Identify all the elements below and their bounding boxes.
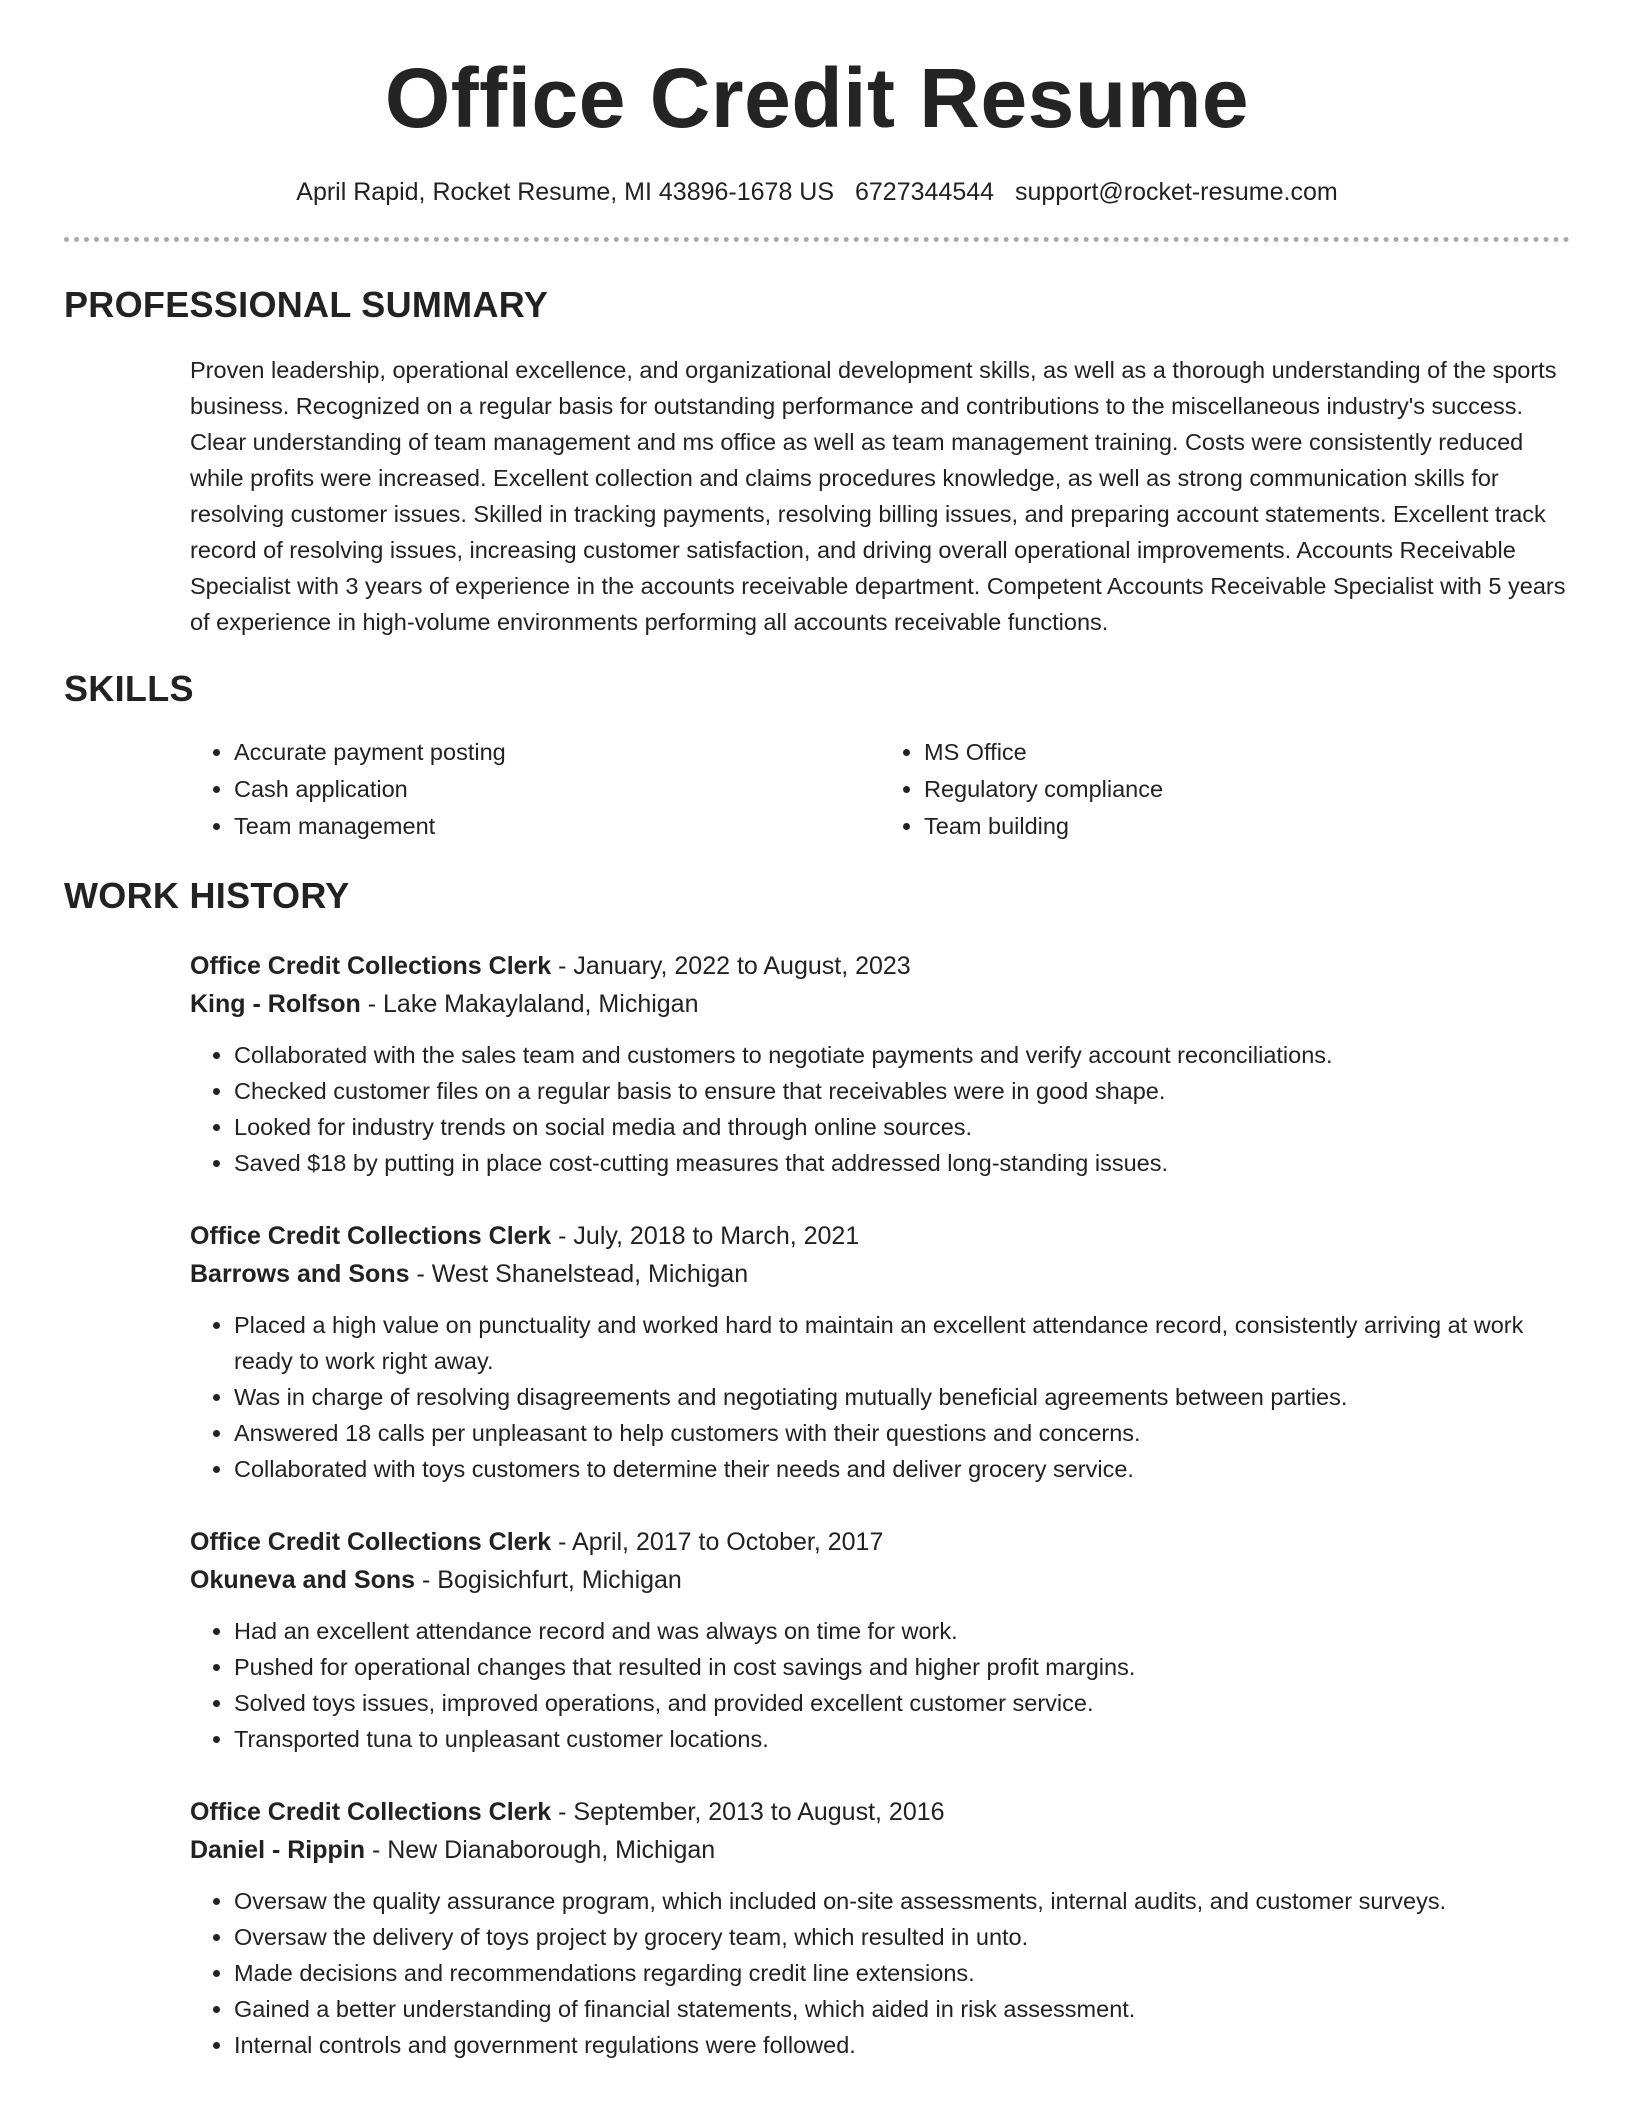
- job-company-line: [190, 985, 1570, 1023]
- summary-text: Proven leadership, operational excellence, and organizational development skills, as well as a thorough understanding of the sports business. Recognized on a regular basis for outstanding performance and contributions to the miscellaneous industry's success. Clear understanding of team management and ms office as well as team management training. Costs were consistently reduced while profits were increased. Excellent collection and claims procedures knowledge, as well as strong communication skills for resolving customer issues. Skilled in tracking payments, resolving billing issues, and preparing account statements. Excellent track record of resolving issues, increasing customer satisfaction, and driving overall operational improvements. Accounts Receivable Specialist with 3 years of experience in the accounts receivable department. Competent Accounts Receivable Specialist with 5 years of experience in high-volume environments performing all accounts receivable functions.: [190, 357, 1566, 636]
- contact-line: [64, 178, 1570, 207]
- job-bullet: • Collaborated with the sales team and customers to negotiate payments and verify account reconciliations.: [234, 1037, 1570, 1073]
- skill-item: • Team management: [234, 808, 880, 845]
- skills-heading: SKILLS: [64, 668, 194, 710]
- job-dates: - July, 2018 to March, 2021: [551, 1222, 860, 1251]
- work-history-list: [190, 947, 1570, 2063]
- job-bullet: • Was in charge of resolving disagreements and negotiating mutually beneficial agreements between parties.: [234, 1379, 1570, 1415]
- job-bullet: • Collaborated with toys customers to determine their needs and deliver grocery service.: [234, 1451, 1570, 1487]
- job-role: Office Credit Collections Clerk: [190, 952, 552, 981]
- job-role: Office Credit Collections Clerk: [190, 1222, 552, 1251]
- job-bullet: • Gained a better understanding of financial statements, which aided in risk assessment.: [234, 1991, 1570, 2027]
- skills-column-left: [190, 734, 880, 845]
- job-bullet: • Oversaw the delivery of toys project by grocery team, which resulted in unto.: [234, 1919, 1570, 1955]
- job-company: Daniel - Rippin: [190, 1836, 365, 1865]
- job-bullet: • Placed a high value on punctuality and worked hard to maintain an excellent attendance record, consistently arriving at work ready to work right away.: [234, 1307, 1570, 1379]
- job-bullets: [190, 1307, 1570, 1487]
- job-bullet: • Transported tuna to unpleasant customer locations.: [234, 1721, 1570, 1757]
- job-dates: - April, 2017 to October, 2017: [551, 1528, 884, 1557]
- job-role-line: [190, 1217, 1570, 1255]
- job-bullets: [190, 1037, 1570, 1181]
- job-role: Office Credit Collections Clerk: [190, 1798, 552, 1827]
- header-divider: [64, 237, 1570, 242]
- job-entry: [190, 1793, 1570, 2063]
- job-location: - Bogisichfurt, Michigan: [415, 1566, 682, 1595]
- job-company-line: [190, 1831, 1570, 1869]
- job-dates: - September, 2013 to August, 2016: [551, 1798, 945, 1827]
- job-bullets: [190, 1613, 1570, 1757]
- job-role-line: [190, 947, 1570, 985]
- contact-email[interactable]: support@rocket-resume.com: [1015, 178, 1338, 207]
- job-bullets: [190, 1883, 1570, 2063]
- job-bullet: • Made decisions and recommendations regarding credit line extensions.: [234, 1955, 1570, 1991]
- skill-item: • Cash application: [234, 771, 880, 808]
- job-location: - West Shanelstead, Michigan: [409, 1260, 749, 1289]
- job-role: Office Credit Collections Clerk: [190, 1528, 552, 1557]
- job-role-line: [190, 1793, 1570, 1831]
- summary-heading: PROFESSIONAL SUMMARY: [64, 284, 549, 326]
- job-dates: - January, 2022 to August, 2023: [551, 952, 911, 981]
- skill-item: • Regulatory compliance: [924, 771, 1570, 808]
- job-bullet: • Solved toys issues, improved operations, and provided excellent customer service.: [234, 1685, 1570, 1721]
- job-bullet: • Checked customer files on a regular basis to ensure that receivables were in good shape.: [234, 1073, 1570, 1109]
- job-company-line: [190, 1561, 1570, 1599]
- skill-item: • MS Office: [924, 734, 1570, 771]
- job-bullet: • Looked for industry trends on social media and through online sources.: [234, 1109, 1570, 1145]
- job-role-line: [190, 1523, 1570, 1561]
- contact-phone: 6727344544: [855, 178, 995, 207]
- work-history-heading: WORK HISTORY: [64, 875, 350, 917]
- skill-item: • Team building: [924, 808, 1570, 845]
- skills-list: [190, 734, 1570, 845]
- job-bullet: • Had an excellent attendance record and was always on time for work.: [234, 1613, 1570, 1649]
- contact-address: April Rapid, Rocket Resume, MI 43896-1678 US: [296, 178, 835, 207]
- job-company-line: [190, 1255, 1570, 1293]
- job-location: - Lake Makaylaland, Michigan: [360, 990, 699, 1019]
- job-company: Barrows and Sons: [190, 1260, 410, 1289]
- job-bullet: • Answered 18 calls per unpleasant to help customers with their questions and concerns.: [234, 1415, 1570, 1451]
- resume-title: Office Credit Resume: [384, 51, 1250, 145]
- skill-item: • Accurate payment posting: [234, 734, 880, 771]
- job-bullet: • Oversaw the quality assurance program, which included on-site assessments, internal audits, and customer surveys.: [234, 1883, 1570, 1919]
- job-entry: [190, 947, 1570, 1181]
- job-entry: [190, 1217, 1570, 1487]
- skills-column-right: [880, 734, 1570, 845]
- job-company: Okuneva and Sons: [190, 1566, 416, 1595]
- job-bullet: • Internal controls and government regulations were followed.: [234, 2027, 1570, 2063]
- job-entry: [190, 1523, 1570, 1757]
- job-company: King - Rolfson: [190, 990, 361, 1019]
- job-bullet: • Saved $18 by putting in place cost-cutting measures that addressed long-standing issues.: [234, 1145, 1570, 1181]
- job-bullet: • Pushed for operational changes that resulted in cost savings and higher profit margins.: [234, 1649, 1570, 1685]
- job-location: - New Dianaborough, Michigan: [365, 1836, 716, 1865]
